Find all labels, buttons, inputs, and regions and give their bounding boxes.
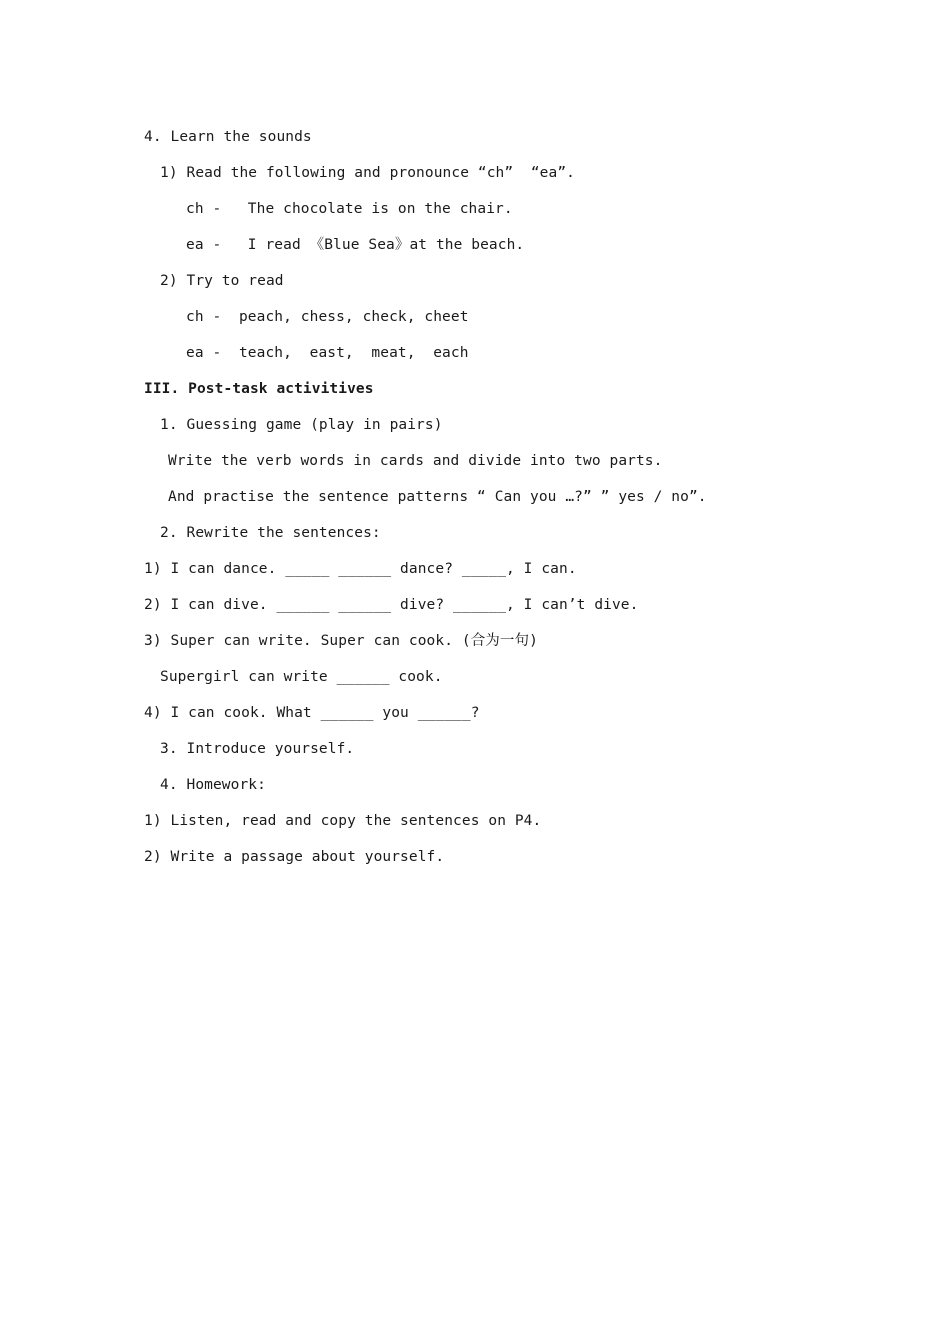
ch-word-list: ch - peach, chess, check, cheet <box>186 309 469 325</box>
activity-homework: 4. Homework: <box>160 777 266 793</box>
activity-guessing-game: 1. Guessing game (play in pairs) <box>160 417 443 433</box>
section-learn-sounds: 4. Learn the sounds <box>144 129 312 145</box>
section-heading-post-task: III. Post-task activitives <box>144 381 374 397</box>
exercise-3: 3) Super can write. Super can cook. (合为一句) <box>144 633 538 649</box>
activity-introduce: 3. Introduce yourself. <box>160 741 355 757</box>
activity-rewrite: 2. Rewrite the sentences: <box>160 525 381 541</box>
example-ea-sentence: ea - I read 《Blue Sea》at the beach. <box>186 237 525 253</box>
instruction-read-pronounce: 1) Read the following and pronounce “ch” “ea”. <box>160 165 575 181</box>
instruction-try-read: 2) Try to read <box>160 273 284 289</box>
ea-word-list: ea - teach, east, meat, each <box>186 345 469 361</box>
example-ch-sentence: ch - The chocolate is on the chair. <box>186 201 513 217</box>
homework-item-2: 2) Write a passage about yourself. <box>144 849 445 865</box>
exercise-4: 4) I can cook. What ______ you ______? <box>144 705 480 721</box>
exercise-1: 1) I can dance. _____ ______ dance? _____, I can. <box>144 561 577 577</box>
homework-item-1: 1) Listen, read and copy the sentences on P4. <box>144 813 542 829</box>
guessing-instruction-1: Write the verb words in cards and divide into two parts. <box>168 453 663 469</box>
exercise-2: 2) I can dive. ______ ______ dive? ______, I can’t dive. <box>144 597 639 613</box>
exercise-3-answer-line: Supergirl can write ______ cook. <box>160 669 443 685</box>
guessing-instruction-2: And practise the sentence patterns “ Can you …?” ” yes / no”. <box>168 489 707 505</box>
